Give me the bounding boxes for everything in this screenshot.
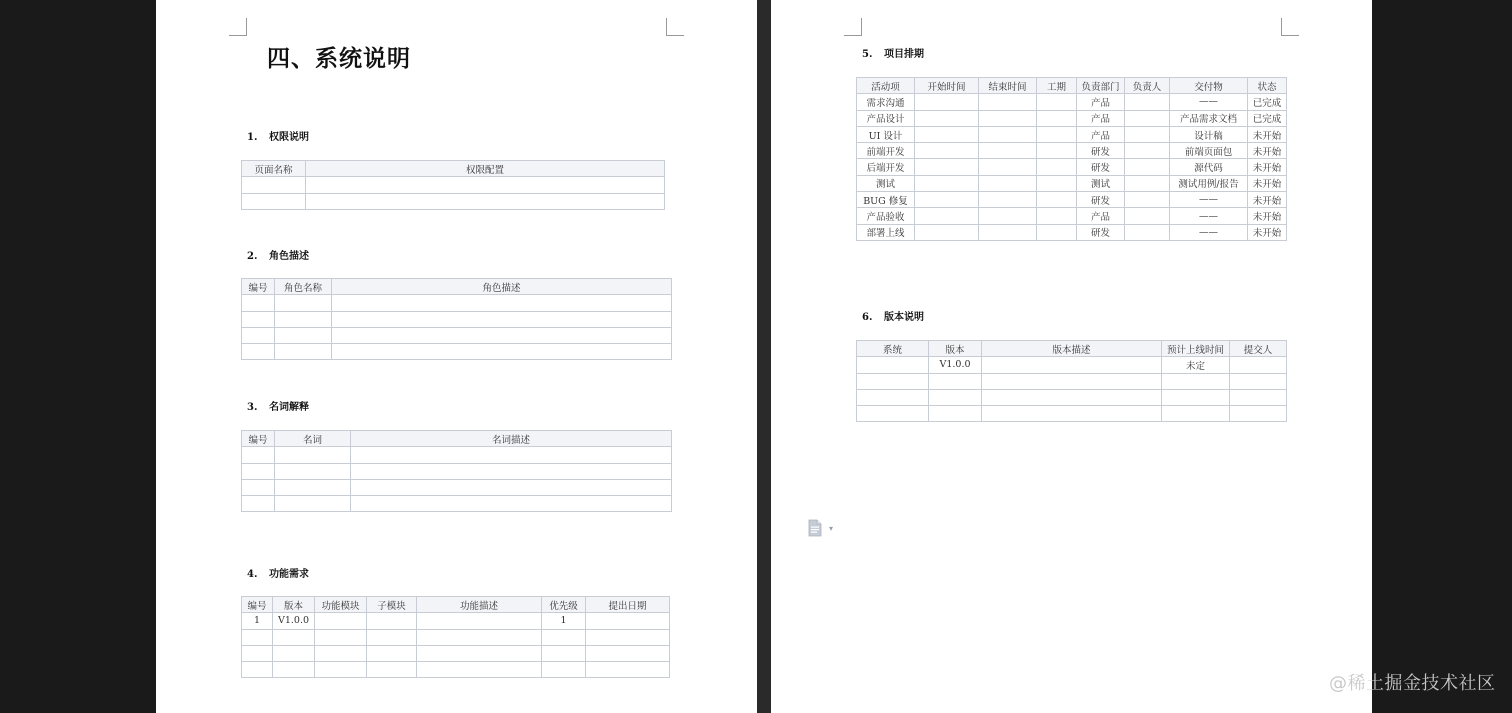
table-cell: 已完成 [1248, 110, 1287, 126]
table-cell: BUG 修复 [857, 192, 915, 208]
table-row: V1.0.0 未定 [857, 357, 1287, 373]
table-header: 功能描述 [417, 597, 542, 613]
table-cell [979, 126, 1037, 142]
table-cell: —— [1170, 192, 1248, 208]
table-row [857, 224, 1287, 240]
table-header: 交付物 [1170, 78, 1248, 94]
table-cell [1125, 175, 1170, 191]
table-cell [1037, 192, 1077, 208]
table-cell [1125, 126, 1170, 142]
section-heading-features: 4. 功能需求 [247, 569, 309, 580]
table-row [242, 295, 672, 311]
page-title: 四、系统说明 [267, 45, 411, 72]
table-header: 权限配置 [306, 161, 665, 177]
table-row [857, 159, 1287, 175]
table-cell: 未开始 [1248, 159, 1287, 175]
document-page-left [156, 0, 757, 713]
table-row: 1 V1.0.0 1 [242, 613, 670, 629]
table-cell [979, 208, 1037, 224]
table-cell: 研发 [1077, 224, 1125, 240]
table-cell [915, 110, 979, 126]
table-cell [1037, 224, 1077, 240]
table-cell [1037, 175, 1077, 191]
table-cell: 产品 [1077, 126, 1125, 142]
table-cell [1037, 143, 1077, 159]
table-header: 预计上线时间 [1162, 341, 1230, 357]
table-cell [1037, 126, 1077, 142]
table-row [242, 662, 670, 678]
table-cell [979, 224, 1037, 240]
table-header: 子模块 [367, 597, 417, 613]
table-cell: 研发 [1077, 192, 1125, 208]
table-cell [979, 159, 1037, 175]
table-cell [1125, 208, 1170, 224]
table-header: 状态 [1248, 78, 1287, 94]
table-header: 角色名称 [275, 279, 332, 295]
table-header: 版本 [273, 597, 315, 613]
table-cell: 未开始 [1248, 224, 1287, 240]
table-row [857, 94, 1287, 110]
table-header: 活动项 [857, 78, 915, 94]
table-row [857, 406, 1287, 422]
table-cell: 未开始 [1248, 143, 1287, 159]
version-table [856, 340, 1287, 422]
table-row [242, 629, 670, 645]
table-cell: 产品 [1077, 110, 1125, 126]
crop-mark-top-right [1281, 18, 1299, 36]
table-row [857, 208, 1287, 224]
section-heading-versions: 6. 版本说明 [862, 312, 924, 323]
table-cell [1037, 208, 1077, 224]
table-cell: 已完成 [1248, 94, 1287, 110]
table-cell [1125, 143, 1170, 159]
table-cell: 研发 [1077, 143, 1125, 159]
table-row [857, 110, 1287, 126]
section-heading-schedule: 5. 项目排期 [862, 49, 924, 60]
table-header: 角色描述 [332, 279, 672, 295]
table-header: 名词描述 [351, 431, 672, 447]
table-cell [915, 159, 979, 175]
table-cell [915, 94, 979, 110]
table-cell [915, 126, 979, 142]
table-row [857, 143, 1287, 159]
table-cell: 前端页面包 [1170, 143, 1248, 159]
table-row [857, 192, 1287, 208]
table-header: 编号 [242, 597, 273, 613]
table-cell [1037, 159, 1077, 175]
role-table [241, 278, 672, 360]
table-cell: 未开始 [1248, 208, 1287, 224]
table-header: 功能模块 [315, 597, 367, 613]
table-cell [979, 94, 1037, 110]
table-cell [915, 192, 979, 208]
watermark: @稀土掘金技术社区 [1329, 673, 1496, 694]
section-heading-roles: 2. 角色描述 [247, 251, 309, 262]
table-cell [1037, 110, 1077, 126]
table-row [242, 645, 670, 661]
permission-table [241, 160, 665, 210]
table-cell: —— [1170, 208, 1248, 224]
table-cell [979, 143, 1037, 159]
feature-table [241, 596, 670, 678]
table-row [242, 311, 672, 327]
chevron-down-icon[interactable]: ▾ [829, 524, 834, 533]
table-cell: 产品 [1077, 94, 1125, 110]
table-header: 优先级 [542, 597, 586, 613]
table-header: 版本 [929, 341, 982, 357]
table-cell [979, 192, 1037, 208]
table-header: 负责部门 [1077, 78, 1125, 94]
table-cell [915, 143, 979, 159]
table-header: 名词 [275, 431, 351, 447]
table-header: 系统 [857, 341, 929, 357]
table-cell: 测试 [857, 175, 915, 191]
table-header: 提交人 [1230, 341, 1287, 357]
schedule-table [856, 77, 1287, 241]
table-cell: 未开始 [1248, 192, 1287, 208]
table-row [242, 447, 672, 463]
section-heading-permissions: 1. 权限说明 [247, 132, 309, 143]
section-heading-glossary: 3. 名词解释 [247, 402, 309, 413]
table-cell [1125, 159, 1170, 175]
table-row [242, 327, 672, 343]
table-row [857, 373, 1287, 389]
table-cell: 未开始 [1248, 126, 1287, 142]
table-cell: —— [1170, 224, 1248, 240]
table-cell: 部署上线 [857, 224, 915, 240]
table-row [242, 496, 672, 512]
table-cell [915, 208, 979, 224]
table-cell: —— [1170, 94, 1248, 110]
table-cell [1037, 94, 1077, 110]
table-cell [1125, 192, 1170, 208]
table-cell: 前端开发 [857, 143, 915, 159]
table-header: 页面名称 [242, 161, 306, 177]
crop-mark-top-left [844, 18, 862, 36]
table-cell: 未开始 [1248, 175, 1287, 191]
table-row [857, 389, 1287, 405]
table-row [242, 177, 665, 193]
table-cell: 设计稿 [1170, 126, 1248, 142]
table-cell: 产品 [1077, 208, 1125, 224]
crop-mark-top-right [666, 18, 684, 36]
table-header: 开始时间 [915, 78, 979, 94]
table-header: 版本描述 [982, 341, 1162, 357]
table-cell [915, 175, 979, 191]
document-page-right [771, 0, 1372, 713]
table-cell: 产品验收 [857, 208, 915, 224]
table-cell [1125, 224, 1170, 240]
document-icon[interactable] [806, 519, 824, 537]
table-cell [1125, 110, 1170, 126]
crop-mark-top-left [229, 18, 247, 36]
table-row [242, 193, 665, 209]
table-header: 编号 [242, 431, 275, 447]
table-cell [979, 175, 1037, 191]
glossary-table [241, 430, 672, 512]
table-cell: 产品设计 [857, 110, 915, 126]
table-cell: 测试用例/报告 [1170, 175, 1248, 191]
table-row [242, 463, 672, 479]
table-cell: UI 设计 [857, 126, 915, 142]
table-cell: 后端开发 [857, 159, 915, 175]
page-gutter [757, 0, 771, 713]
table-cell: 需求沟通 [857, 94, 915, 110]
table-cell [1125, 94, 1170, 110]
table-header: 提出日期 [586, 597, 670, 613]
table-cell: 源代码 [1170, 159, 1248, 175]
table-cell [979, 110, 1037, 126]
table-cell: 研发 [1077, 159, 1125, 175]
table-cell [915, 224, 979, 240]
table-row [242, 479, 672, 495]
table-cell: 测试 [1077, 175, 1125, 191]
table-cell: 产品需求文档 [1170, 110, 1248, 126]
table-header: 结束时间 [979, 78, 1037, 94]
table-row [857, 175, 1287, 191]
table-row [857, 126, 1287, 142]
table-header: 负责人 [1125, 78, 1170, 94]
table-row [242, 344, 672, 360]
table-header: 编号 [242, 279, 275, 295]
table-header: 工期 [1037, 78, 1077, 94]
